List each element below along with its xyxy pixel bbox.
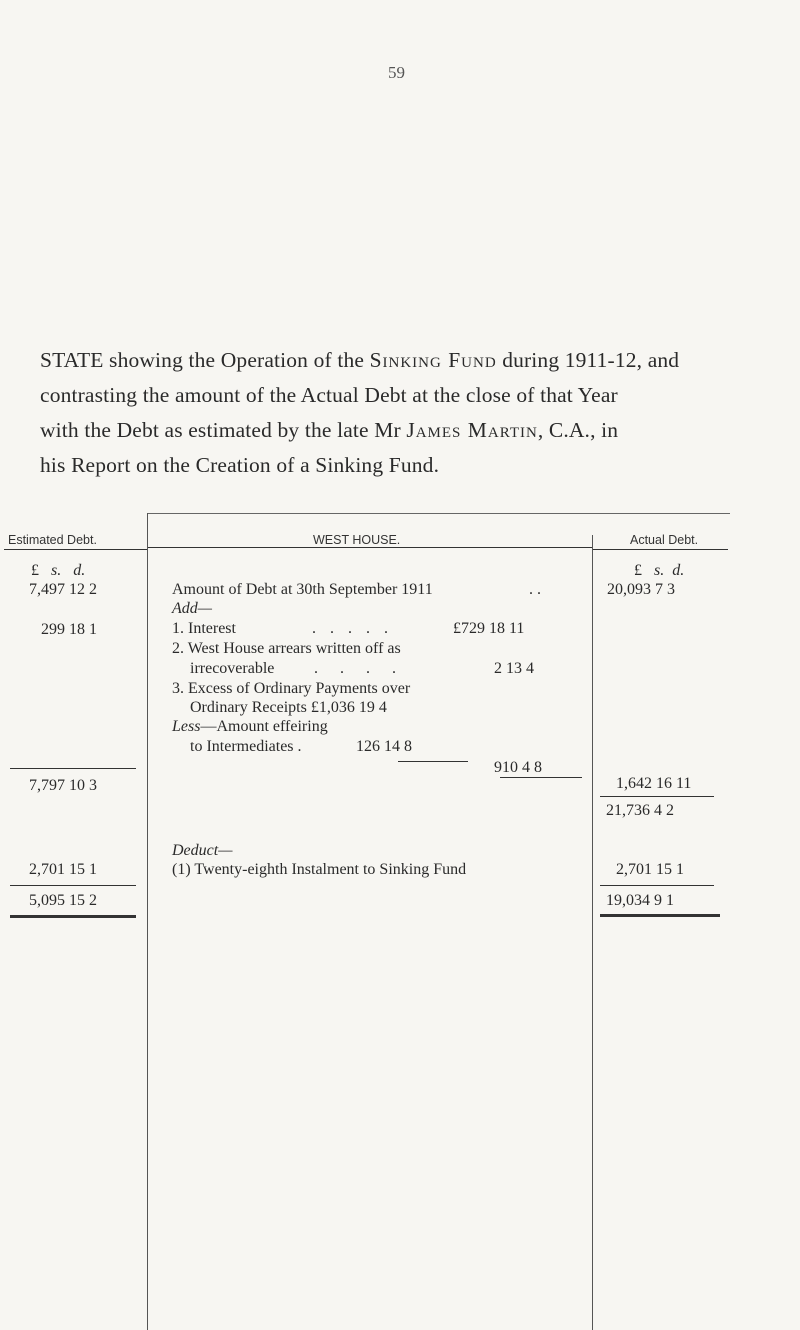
- units-estimated: [31, 562, 85, 580]
- actual-add-total: 1,642 16 11: [616, 775, 692, 792]
- estimated-subtotal-rule: [10, 768, 136, 769]
- add-label: Add—: [172, 600, 212, 617]
- column-divider-left: [147, 513, 148, 1330]
- item-arrears-value: 2 13 4: [494, 660, 534, 677]
- less-text: —Amount effeiring: [200, 718, 328, 735]
- item-excess-value: 910 4 8: [494, 759, 542, 776]
- item-excess-label: 3. Excess of Ordinary Payments over: [172, 680, 411, 697]
- estimated-opening: 7,497 12 2: [29, 581, 97, 598]
- less-line: [172, 718, 328, 736]
- unit-pence: d.: [73, 562, 86, 579]
- table-top-rule: [148, 513, 730, 514]
- title-james-martin: James Martin: [406, 418, 538, 442]
- units-actual: [634, 562, 684, 580]
- column-divider-right: [592, 535, 593, 1330]
- actual-subtotal-rule: [600, 796, 714, 797]
- unit-pounds: £: [31, 562, 39, 579]
- title-line3-a: with the Debt as estimated by the late Mr: [40, 418, 407, 442]
- header-actual-debt: Actual Debt.: [630, 533, 699, 547]
- title-line3-b: , C.A., in: [537, 418, 619, 442]
- actual-total-rule: [600, 885, 714, 886]
- actual-total: 19,034 9 1: [606, 892, 674, 909]
- less-intermediates-value: 126 14 8: [356, 738, 412, 755]
- header-west-house: WEST HOUSE.: [313, 533, 401, 547]
- less-label: Less: [172, 718, 201, 735]
- estimated-double-rule: [10, 915, 136, 918]
- title-line1-a: STATE showing the Operation of the: [40, 348, 370, 372]
- title-sinking-fund: Sinking Fund: [369, 348, 497, 372]
- item-excess-label-2: Ordinary Receipts £1,036 19 4: [190, 699, 387, 716]
- excess-rule: [398, 761, 468, 762]
- actual-opening: 20,093 7 3: [607, 581, 675, 598]
- page-title: [40, 343, 740, 483]
- estimated-total-rule: [10, 885, 136, 886]
- header-underline-actual: [593, 549, 728, 550]
- actual-deduct: 2,701 15 1: [616, 861, 684, 878]
- item-interest-label: 1. Interest: [172, 620, 236, 637]
- title-line2: contrasting the amount of the Actual Debt at the close of that Year: [40, 383, 618, 407]
- header-underline-estimated: [4, 549, 148, 550]
- deduct-item-label: (1) Twenty-eighth Instalment to Sinking Fund: [172, 861, 467, 878]
- amount-of-debt-label: Amount of Debt at 30th September 1911: [172, 581, 433, 598]
- unit-shillings: s.: [51, 562, 62, 579]
- estimated-total: 5,095 15 2: [29, 892, 97, 909]
- less-intermediates-label: to Intermediates .: [190, 738, 302, 755]
- estimated-subtotal: 7,797 10 3: [29, 777, 97, 794]
- add-total-rule: [500, 777, 582, 778]
- item-interest-dots: . . . . .: [312, 620, 393, 637]
- item-arrears-label-2: irrecoverable: [190, 660, 275, 677]
- item-arrears-dots: . . . .: [314, 660, 405, 677]
- item-arrears-label: 2. West House arrears written off as: [172, 640, 401, 657]
- actual-subtotal: 21,736 4 2: [606, 802, 674, 819]
- item-interest-value: £729 18 11: [453, 620, 525, 637]
- title-line4: his Report on the Creation of a Sinking Fund.: [40, 453, 440, 477]
- unit-pence: d.: [672, 562, 685, 579]
- estimated-add: 299 18 1: [41, 621, 97, 638]
- unit-pounds: £: [634, 562, 642, 579]
- deduct-label: Deduct—: [172, 842, 233, 859]
- page-number: 59: [388, 63, 405, 82]
- actual-double-rule: [600, 914, 720, 917]
- title-line1-b: during 1911-12, and: [496, 348, 680, 372]
- amount-of-debt-dots: . .: [529, 581, 541, 598]
- header-estimated-debt: Estimated Debt.: [8, 533, 97, 547]
- estimated-deduct: 2,701 15 1: [29, 861, 97, 878]
- unit-shillings: s.: [654, 562, 665, 579]
- header-underline-middle: [148, 547, 593, 548]
